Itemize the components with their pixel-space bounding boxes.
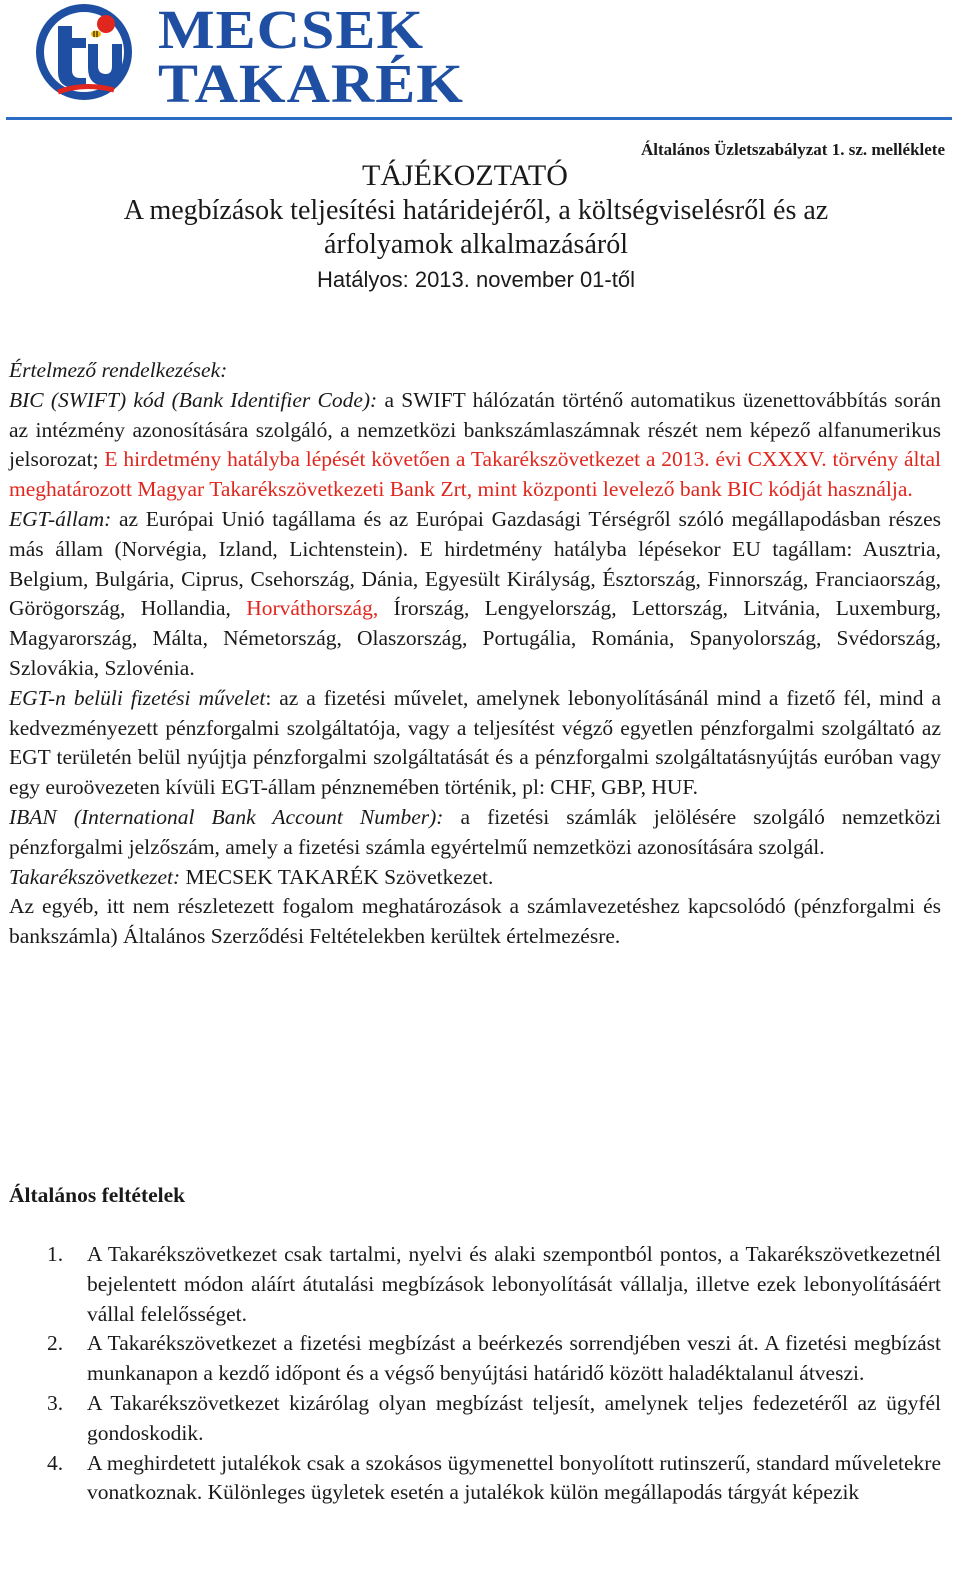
- general-conditions-heading: Általános feltételek: [9, 1183, 186, 1207]
- definition-bic: [9, 386, 941, 505]
- definitions-section: [9, 356, 941, 952]
- document-title: TÁJÉKOZTATÓ: [362, 159, 568, 192]
- definition-bic-notice: E hirdetmény hatályba lépését követően a Takarékszövetkezet a 2013. évi CXXXV. törvény által meghatározott Magyar Takarékszövetkezeti Bank Zrt, mint központi levelező bank BIC kódját használja.: [9, 447, 941, 502]
- list-item: [9, 1449, 941, 1509]
- definition-iban-text: a fizetési számlák jelölésére szolgáló nemzetközi pénzforgalmi jelzőszám, amely a fizetési számla egyértelmű nemzetközi azonosítására szolgál.: [9, 804, 942, 859]
- title-block: [0, 158, 952, 294]
- term-egt: EGT-állam:: [9, 506, 112, 531]
- definition-other: Az egyéb, itt nem részletezett fogalom meghatározások a számlavezetéshez kapcsolódó (pénzforgalmi és bankszámla) Általános Szerződési Feltételekben kerültek értelmezésre.: [9, 894, 941, 949]
- definition-takarekszovetkezet: [9, 863, 941, 893]
- list-item-text: A Takarékszövetkezet csak tartalmi, nyelvi és alaki szempontból pontos, a Takarékszövetkezetnél bejelentett módon aláírt átutalási megbízások lebonyolítását vállalja, illetve ezek lebonyolításáért vállal felelősséget.: [87, 1242, 941, 1326]
- definitions-heading: Értelmező rendelkezések:: [9, 358, 228, 382]
- general-conditions-list: [9, 1240, 941, 1508]
- list-item: [9, 1389, 941, 1449]
- list-item-number: 3.: [47, 1390, 64, 1415]
- header-divider: [6, 117, 952, 120]
- term-takarekszovetkezet: Takarékszövetkezet:: [9, 864, 181, 889]
- list-item: [9, 1240, 941, 1329]
- definition-egt-highlight: Horváthország,: [246, 596, 379, 621]
- list-item-number: 1.: [47, 1242, 64, 1266]
- definition-iban: [9, 803, 941, 863]
- list-item-text: A Takarékszövetkezet kizárólag olyan megbízást teljesít, amelynek teljes fedezetéről az ügyfél gondoskodik.: [87, 1390, 941, 1445]
- list-item-number: 2.: [47, 1331, 64, 1356]
- definition-egt-text2: Írország, Lengyelország, Lettország, Litvánia, Luxemburg, Magyarország, Málta, Németország, Olaszország, Portugália, Románia, Spanyolország, Svédország, Szlovákia, Szlovénia.: [9, 596, 941, 680]
- list-item-text: A Takarékszövetkezet a fizetési megbízást a beérkezés sorrendjében veszi át. A fizetési megbízást munkanapon a kezdő időpont és a végső benyújtási határidő között haladéktalanul átveszi.: [87, 1331, 941, 1386]
- list-item-number: 4.: [47, 1450, 64, 1475]
- effective-date: Hatályos: 2013. november 01-től: [317, 267, 635, 292]
- brand-line-mecsek: MECSEK: [158, 0, 425, 60]
- document-subtitle-line1: A megbízások teljesítési határidejéről, a költségviselésről és az: [123, 195, 829, 226]
- brand-wordmark: [158, 2, 464, 116]
- list-item: [9, 1329, 941, 1389]
- definition-egtn: [9, 684, 941, 803]
- attachment-label: Általános Üzletszabályzat 1. sz. melléklete: [640, 140, 945, 159]
- definition-takarekszovetkezet-text: MECSEK TAKARÉK Szövetkezet.: [180, 864, 494, 889]
- document-subtitle-line2: árfolyamok alkalmazásáról: [324, 229, 628, 260]
- brand-line-takarek: TAKARÉK: [158, 53, 464, 114]
- definition-egtn-text: : az a fizetési művelet, amelynek lebonyolításánál mind a fizető fél, mind a kedvezményezett pénzforgalmi szolgáltatója, vagy a teljesítést végző egyetlen pénzforgalmi szolgáltató az EGT területén belül nyújtja pénzforgalmi szolgáltatását és a pénzforgalmi szolgáltatásnyújtás euróban vagy egy euroövezeten kívüli EGT-állam pénznemében történik, pl: CHF, GBP, HUF.: [9, 685, 941, 800]
- term-egtn: EGT-n belüli fizetési művelet: [9, 685, 266, 710]
- list-item-text: A meghirdetett jutalékok csak a szokásos ügymenettel bonyolított rutinszerű, standard műveletekre vonatkoznak. Különleges ügyletek esetén a jutalékok külön megállapodás tárgyát képezik: [87, 1450, 941, 1505]
- mecsek-takarek-logo-icon: [28, 4, 140, 100]
- definition-egt-text1: az Európai Unió tagállama és az Európai Gazdasági Térségről szóló megállapodásban részes más állam (Norvégia, Izland, Lichtenstein). E hirdetmény hatályba lépésekor EU tagállam: Ausztria, Belgium, Bulgária, Ciprus, Csehország, Dánia, Egyesült Királyság, Észtország, Finnország, Franciaország, Görögország, Hollandia,: [9, 506, 941, 621]
- definition-bic-text: a SWIFT hálózatán történő automatikus üzenettovábbítás során az intézmény azonosítására szolgáló, a nemzetközi bankszámlaszámnak részét nem képező alfanumerikus jelsorozat;: [9, 387, 942, 472]
- term-bic: BIC (SWIFT) kód (Bank Identifier Code):: [9, 387, 378, 412]
- page-header: [0, 0, 960, 122]
- term-iban: IBAN (International Bank Account Number):: [9, 804, 444, 829]
- definition-egt: [9, 505, 941, 684]
